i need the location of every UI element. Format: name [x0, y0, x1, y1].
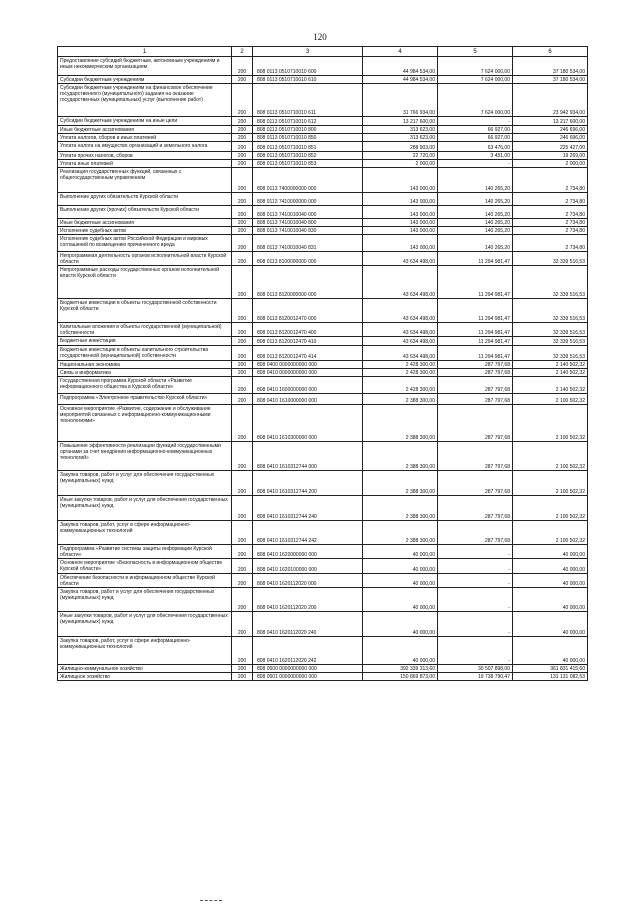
row-code-cell: 808 0410 1620112020 242 [253, 637, 363, 665]
row-code-cell: 808 0410 1600000000 000 [253, 377, 363, 394]
table-row [58, 673, 588, 681]
row-name-cell: Связь и информатика [58, 369, 232, 377]
row-value-col5-cell: 287 797,68 [438, 471, 513, 496]
row-value-col5-cell: 30 507 898,00 [438, 665, 513, 673]
table-row [58, 637, 588, 665]
row-name-cell: Иные закупки товаров, работ и услуг для обеспечения государственных (муниципальных) нужд [58, 496, 232, 521]
row-value-col4-cell: 43 634 498,00 [363, 266, 438, 299]
row-name-cell: Бюджетные инвестиции [58, 337, 232, 346]
row-col2-cell: 200 [232, 227, 253, 235]
page-number: 120 [313, 32, 327, 42]
column-header: 2 [232, 47, 253, 57]
row-col2-cell: 200 [232, 588, 253, 612]
table-row [58, 545, 588, 559]
row-code-cell: 808 0410 1620112020 240 [253, 612, 363, 637]
row-value-col4-cell: 143 000,00 [363, 235, 438, 252]
table-row [58, 588, 588, 612]
row-value-col6-cell: 40 000,00 [513, 559, 588, 574]
table-row [58, 521, 588, 545]
row-value-col5-cell: 140 265,20 [438, 168, 513, 193]
row-col2-cell: 200 [232, 323, 253, 337]
row-value-col6-cell: 32 339 516,53 [513, 346, 588, 361]
table-row [58, 442, 588, 471]
row-value-col6-cell: 2 100 502,32 [513, 405, 588, 442]
row-value-col4-cell: 2 388 300,00 [363, 394, 438, 405]
row-value-col6-cell: 32 339 516,53 [513, 252, 588, 266]
table-row [58, 76, 588, 84]
row-value-col5-cell: 140 265,20 [438, 206, 513, 219]
row-value-col5-cell: 287 797,68 [438, 377, 513, 394]
row-value-col4-cell: 13 217 600,00 [363, 117, 438, 126]
row-col2-cell: 200 [232, 206, 253, 219]
row-code-cell: 808 0410 0000000000 000 [253, 369, 363, 377]
row-value-col5-cell: 63 476,00 [438, 142, 513, 152]
row-value-col4-cell: 313 623,00 [363, 126, 438, 134]
row-code-cell: 808 0113 0510710010 600 [253, 57, 363, 76]
table-row [58, 323, 588, 337]
row-name-cell: Выполнение других (прочих) обязательств Курской области [58, 206, 232, 219]
row-value-col4-cell: 43 634 498,00 [363, 346, 438, 361]
row-value-col4-cell: 43 634 498,00 [363, 337, 438, 346]
row-value-col4-cell: 143 000,00 [363, 219, 438, 227]
row-name-cell: Иные бюджетные ассигнования [58, 126, 232, 134]
table-row [58, 665, 588, 673]
row-code-cell: 808 0410 1620112020 200 [253, 588, 363, 612]
row-name-cell: Бюджетные инвестиции в объекты капитального строительства государственной (муниципальной) собственности [58, 346, 232, 361]
row-col2-cell: 200 [232, 168, 253, 193]
row-value-col4-cell: 143 000,00 [363, 168, 438, 193]
table-row [58, 160, 588, 168]
row-name-cell: Закупка товаров, работ и услуг для обеспечения государственных (муниципальных) нужд [58, 471, 232, 496]
row-value-col5-cell: 140 265,20 [438, 193, 513, 206]
row-value-col6-cell: 13 217 600,00 [513, 117, 588, 126]
row-name-cell: Уплата налога на имущество организаций и земельного налога [58, 142, 232, 152]
row-value-col6-cell: 246 696,00 [513, 126, 588, 134]
row-col2-cell: 200 [232, 521, 253, 545]
table-row [58, 117, 588, 126]
row-value-col5-cell: - [438, 559, 513, 574]
row-value-col4-cell: 143 000,00 [363, 193, 438, 206]
row-value-col4-cell: 40 000,00 [363, 612, 438, 637]
row-value-col5-cell: 3 451,00 [438, 152, 513, 160]
table-row [58, 394, 588, 405]
table-row [58, 574, 588, 588]
table-row [58, 227, 588, 235]
row-name-cell: Предоставление субсидий бюджетным, автономным учреждениям и иным некоммерческим организациям [58, 57, 232, 76]
table-row [58, 252, 588, 266]
row-code-cell: 808 0410 1610300000 000 [253, 405, 363, 442]
row-code-cell: 808 0113 7410010040 830 [253, 227, 363, 235]
row-code-cell: 808 0410 1610312744 000 [253, 442, 363, 471]
row-value-col6-cell: 2 734,80 [513, 235, 588, 252]
row-code-cell: 808 0113 7400000000 000 [253, 168, 363, 193]
row-code-cell: 808 0113 8120012470 410 [253, 337, 363, 346]
row-col2-cell: 200 [232, 337, 253, 346]
row-value-col6-cell: 2 734,80 [513, 168, 588, 193]
row-col2-cell: 200 [232, 126, 253, 134]
row-name-cell: Непрограммные расходы государственных органов исполнительной власти Курской области [58, 266, 232, 299]
row-value-col4-cell: 2 428 300,00 [363, 377, 438, 394]
row-name-cell: Жилищно-коммунальное хозяйство [58, 665, 232, 673]
row-value-col5-cell: 66 927,00 [438, 134, 513, 142]
table-row [58, 559, 588, 574]
row-col2-cell: 200 [232, 361, 253, 369]
row-value-col5-cell: 287 797,68 [438, 361, 513, 369]
row-value-col4-cell: 2 388 300,00 [363, 521, 438, 545]
row-value-col4-cell: 40 000,00 [363, 637, 438, 665]
row-value-col5-cell: 19 738 790,47 [438, 673, 513, 681]
row-name-cell: Уплата иных платежей [58, 160, 232, 168]
row-value-col6-cell: 131 131 082,53 [513, 673, 588, 681]
row-name-cell: Субсидии бюджетным учреждениям на иные цели [58, 117, 232, 126]
row-value-col6-cell: 361 831 415,60 [513, 665, 588, 673]
row-value-col4-cell: 143 000,00 [363, 206, 438, 219]
row-value-col4-cell: 2 000,00 [363, 160, 438, 168]
row-value-col6-cell: 32 339 516,53 [513, 323, 588, 337]
row-name-cell: Национальная экономика [58, 361, 232, 369]
table-row [58, 337, 588, 346]
row-col2-cell: 200 [232, 471, 253, 496]
row-value-col6-cell: 2 140 502,32 [513, 369, 588, 377]
row-code-cell: 808 0113 0510710010 850 [253, 134, 363, 142]
row-code-cell: 808 0113 8120012470 400 [253, 323, 363, 337]
page-edge-mark [200, 900, 222, 903]
row-value-col4-cell: 43 634 498,00 [363, 323, 438, 337]
row-value-col6-cell: 40 000,00 [513, 588, 588, 612]
row-code-cell: 808 0113 0510710010 611 [253, 84, 363, 117]
row-col2-cell: 200 [232, 252, 253, 266]
row-value-col6-cell: 2 734,80 [513, 193, 588, 206]
row-name-cell: Реализация государственных функций, связанных с общегосударственным управлением [58, 168, 232, 193]
row-value-col4-cell: 40 000,00 [363, 559, 438, 574]
row-value-col4-cell: 2 428 300,00 [363, 369, 438, 377]
row-col2-cell: 200 [232, 665, 253, 673]
row-code-cell: 808 0410 1610000000 000 [253, 394, 363, 405]
row-value-col4-cell: 43 634 498,00 [363, 299, 438, 323]
row-value-col5-cell: 287 797,68 [438, 521, 513, 545]
row-value-col5-cell: 7 624 000,00 [438, 57, 513, 76]
table-row [58, 152, 588, 160]
row-value-col5-cell: 7 624 000,00 [438, 84, 513, 117]
row-code-cell: 808 0410 1620000000 000 [253, 545, 363, 559]
row-value-col4-cell: 43 634 498,00 [363, 252, 438, 266]
row-value-col5-cell: - [438, 574, 513, 588]
row-code-cell: 808 0113 8120012470 000 [253, 299, 363, 323]
row-value-col6-cell: 40 000,00 [513, 637, 588, 665]
row-code-cell: 808 0113 0510710010 851 [253, 142, 363, 152]
row-name-cell: Субсидии бюджетным учреждениям [58, 76, 232, 84]
row-col2-cell: 200 [232, 193, 253, 206]
row-name-cell: Капитальные вложения в объекты государственной (муниципальной) собственности [58, 323, 232, 337]
row-value-col4-cell: 40 000,00 [363, 545, 438, 559]
row-col2-cell: 200 [232, 117, 253, 126]
table-row [58, 377, 588, 394]
row-col2-cell: 200 [232, 346, 253, 361]
row-name-cell: Субсидии бюджетным учреждениям на финансовое обеспечение государственного (муниципального) задания на оказание государственных (муниципальных) услуг (выполнение работ) [58, 84, 232, 117]
row-name-cell: Уплата прочих налогов, сборов [58, 152, 232, 160]
row-value-col6-cell: 19 269,00 [513, 152, 588, 160]
header-row [58, 47, 588, 57]
row-value-col5-cell: 11 294 981,47 [438, 299, 513, 323]
table-row [58, 57, 588, 76]
column-header: 3 [253, 47, 363, 57]
row-col2-cell: 200 [232, 142, 253, 152]
row-code-cell: 808 0410 1620112020 000 [253, 574, 363, 588]
row-col2-cell: 200 [232, 442, 253, 471]
table-row [58, 299, 588, 323]
row-value-col6-cell: 2 734,80 [513, 206, 588, 219]
table-row [58, 361, 588, 369]
row-col2-cell: 200 [232, 57, 253, 76]
row-value-col6-cell: 2 100 502,32 [513, 496, 588, 521]
row-value-col5-cell: - [438, 612, 513, 637]
row-code-cell: 808 0500 0000000000 000 [253, 665, 363, 673]
row-value-col5-cell: 11 294 981,47 [438, 323, 513, 337]
row-code-cell: 808 0113 7410010040 831 [253, 235, 363, 252]
table-row [58, 84, 588, 117]
row-col2-cell: 200 [232, 637, 253, 665]
row-value-col5-cell: 140 265,20 [438, 219, 513, 227]
row-value-col6-cell: 37 180 534,00 [513, 57, 588, 76]
column-header: 1 [58, 47, 232, 57]
row-code-cell: 808 0113 8120012470 414 [253, 346, 363, 361]
row-value-col4-cell: 143 000,00 [363, 227, 438, 235]
row-value-col5-cell: 11 294 981,47 [438, 252, 513, 266]
row-value-col4-cell: 313 623,00 [363, 134, 438, 142]
table-row [58, 496, 588, 521]
row-name-cell: Непрограммная деятельность органов исполнительной власти Курской области [58, 252, 232, 266]
row-value-col6-cell: 2 734,80 [513, 219, 588, 227]
row-col2-cell: 200 [232, 377, 253, 394]
row-col2-cell: 200 [232, 299, 253, 323]
row-value-col6-cell: 2 100 502,32 [513, 442, 588, 471]
row-name-cell: Государственная программа Курской области «Развитие информационного общества в Курской области» [58, 377, 232, 394]
row-value-col5-cell: 287 797,68 [438, 442, 513, 471]
row-code-cell: 808 0410 1610312744 242 [253, 521, 363, 545]
row-name-cell: Закупка товаров, работ и услуг для обеспечения государственных (муниципальных) нужд [58, 588, 232, 612]
table-row [58, 219, 588, 227]
table-row [58, 471, 588, 496]
row-value-col6-cell: 40 000,00 [513, 612, 588, 637]
row-value-col5-cell: 287 797,68 [438, 394, 513, 405]
row-value-col4-cell: 2 388 300,00 [363, 496, 438, 521]
row-col2-cell: 200 [232, 545, 253, 559]
row-value-col6-cell: 2 100 502,32 [513, 521, 588, 545]
row-col2-cell: 200 [232, 76, 253, 84]
row-code-cell: 808 0113 7410010040 800 [253, 219, 363, 227]
row-code-cell: 808 0410 1610312744 240 [253, 496, 363, 521]
row-col2-cell: 200 [232, 559, 253, 574]
table-row [58, 206, 588, 219]
table-row [58, 235, 588, 252]
row-col2-cell: 200 [232, 235, 253, 252]
row-value-col4-cell: 22 720,00 [363, 152, 438, 160]
row-col2-cell: 200 [232, 612, 253, 637]
row-name-cell: Повышение эффективности реализации функций государственными органами за счет внедрения информационно-коммуникационных технологий» [58, 442, 232, 471]
row-code-cell: 808 0113 8100000000 000 [253, 252, 363, 266]
row-code-cell: 808 0410 1620100000 000 [253, 559, 363, 574]
row-col2-cell: 200 [232, 394, 253, 405]
row-code-cell: 808 0113 7410010040 000 [253, 206, 363, 219]
row-value-col4-cell: 288 903,00 [363, 142, 438, 152]
row-col2-cell: 200 [232, 219, 253, 227]
row-value-col5-cell: 66 927,00 [438, 126, 513, 134]
row-value-col6-cell: 23 942 934,00 [513, 84, 588, 117]
row-col2-cell: 200 [232, 266, 253, 299]
table-row [58, 142, 588, 152]
row-value-col6-cell: 40 000,00 [513, 574, 588, 588]
row-value-col6-cell: 32 339 516,53 [513, 266, 588, 299]
row-code-cell: 808 0113 0510710010 852 [253, 152, 363, 160]
table-row [58, 266, 588, 299]
table-row [58, 134, 588, 142]
row-name-cell: Жилищное хозяйство [58, 673, 232, 681]
row-value-col5-cell: 287 797,68 [438, 496, 513, 521]
row-value-col5-cell: - [438, 160, 513, 168]
row-code-cell: 808 0113 0510710010 610 [253, 76, 363, 84]
row-name-cell: Выполнение других обязательств Курской области [58, 193, 232, 206]
row-code-cell: 808 0400 0000000000 000 [253, 361, 363, 369]
column-header: 5 [438, 47, 513, 57]
row-value-col4-cell: 40 000,00 [363, 588, 438, 612]
row-value-col5-cell: - [438, 117, 513, 126]
table-row [58, 405, 588, 442]
row-value-col5-cell: 287 797,68 [438, 405, 513, 442]
row-value-col4-cell: 392 339 313,60 [363, 665, 438, 673]
row-name-cell: Закупка товаров, работ, услуг в сфере информационно-коммуникационных технологий [58, 521, 232, 545]
row-name-cell: Уплата налогов, сборов и иных платежей [58, 134, 232, 142]
table-row [58, 612, 588, 637]
row-value-col6-cell: 32 339 516,53 [513, 337, 588, 346]
row-value-col5-cell: 11 294 981,47 [438, 266, 513, 299]
row-code-cell: 808 0113 7410000000 000 [253, 193, 363, 206]
row-name-cell: Основное мероприятие «Развитие, содержание и обслуживание мероприятий связанных с информационно-коммуникационными технологиями» [58, 405, 232, 442]
row-value-col6-cell: 2 000,00 [513, 160, 588, 168]
row-name-cell: Исполнение судебных актов Российской Федерации и мировых соглашений по возмещению причиненного вреда [58, 235, 232, 252]
row-value-col6-cell: 246 696,00 [513, 134, 588, 142]
row-col2-cell: 200 [232, 369, 253, 377]
row-value-col6-cell: 2 140 502,32 [513, 377, 588, 394]
row-value-col5-cell: - [438, 588, 513, 612]
row-value-col6-cell: 32 339 516,53 [513, 299, 588, 323]
row-col2-cell: 200 [232, 574, 253, 588]
row-value-col5-cell: 140 265,20 [438, 235, 513, 252]
row-value-col4-cell: 44 984 534,00 [363, 76, 438, 84]
row-col2-cell: 200 [232, 160, 253, 168]
table-row [58, 369, 588, 377]
row-col2-cell: 200 [232, 496, 253, 521]
row-value-col5-cell: 287 797,68 [438, 369, 513, 377]
row-value-col5-cell: 140 265,20 [438, 227, 513, 235]
row-name-cell: Обеспечение безопасности в информационном обществе Курской области [58, 574, 232, 588]
row-col2-cell: 200 [232, 84, 253, 117]
column-header: 6 [513, 47, 588, 57]
row-col2-cell: 200 [232, 134, 253, 142]
table-row [58, 126, 588, 134]
row-name-cell: Закупка товаров, работ, услуг в сфере информационно-коммуникационных технологий [58, 637, 232, 665]
row-value-col4-cell: 2 388 300,00 [363, 405, 438, 442]
row-code-cell: 808 0113 0510710010 800 [253, 126, 363, 134]
column-header: 4 [363, 47, 438, 57]
row-value-col6-cell: 2 140 502,32 [513, 361, 588, 369]
row-value-col4-cell: 2 388 300,00 [363, 471, 438, 496]
row-value-col5-cell: - [438, 637, 513, 665]
row-value-col5-cell: - [438, 545, 513, 559]
row-value-col6-cell: 2 100 502,32 [513, 394, 588, 405]
budget-table [57, 46, 588, 681]
row-value-col4-cell: 31 766 934,00 [363, 84, 438, 117]
row-name-cell: Иные бюджетные ассигнования [58, 219, 232, 227]
row-code-cell: 808 0113 0510710010 853 [253, 160, 363, 168]
row-value-col5-cell: 11 294 981,47 [438, 337, 513, 346]
row-code-cell: 808 0113 8120000000 000 [253, 266, 363, 299]
row-name-cell: Подпрограмма «Электронное правительство Курской области» [58, 394, 232, 405]
row-value-col4-cell: 2 428 300,00 [363, 361, 438, 369]
row-value-col6-cell: 40 000,00 [513, 545, 588, 559]
row-name-cell: Бюджетные инвестиции в объекты государственной собственности Курской области [58, 299, 232, 323]
row-value-col6-cell: 37 180 534,00 [513, 76, 588, 84]
row-value-col6-cell: 2 100 502,32 [513, 471, 588, 496]
row-col2-cell: 200 [232, 405, 253, 442]
row-name-cell: Исполнение судебных актов [58, 227, 232, 235]
table-row [58, 346, 588, 361]
row-value-col4-cell: 44 984 534,00 [363, 57, 438, 76]
row-name-cell: Подпрограмма «Развитие системы защиты информации Курской области» [58, 545, 232, 559]
row-value-col5-cell: 7 624 000,00 [438, 76, 513, 84]
row-code-cell: 808 0501 0000000000 000 [253, 673, 363, 681]
table-row [58, 168, 588, 193]
row-value-col4-cell: 40 000,00 [363, 574, 438, 588]
row-col2-cell: 200 [232, 673, 253, 681]
row-name-cell: Основное мероприятие «Безопасность в информационном обществе Курской области» [58, 559, 232, 574]
row-value-col6-cell: 225 427,00 [513, 142, 588, 152]
row-value-col4-cell: 150 869 873,00 [363, 673, 438, 681]
row-value-col4-cell: 2 388 300,00 [363, 442, 438, 471]
row-value-col6-cell: 2 734,80 [513, 227, 588, 235]
budget-table-body [58, 47, 588, 681]
row-col2-cell: 200 [232, 152, 253, 160]
row-value-col5-cell: 11 294 981,47 [438, 346, 513, 361]
row-name-cell: Иные закупки товаров, работ и услуг для обеспечения государственных (муниципальных) нужд [58, 612, 232, 637]
row-code-cell: 808 0410 1610312744 200 [253, 471, 363, 496]
row-code-cell: 808 0113 0510710010 612 [253, 117, 363, 126]
table-row [58, 193, 588, 206]
